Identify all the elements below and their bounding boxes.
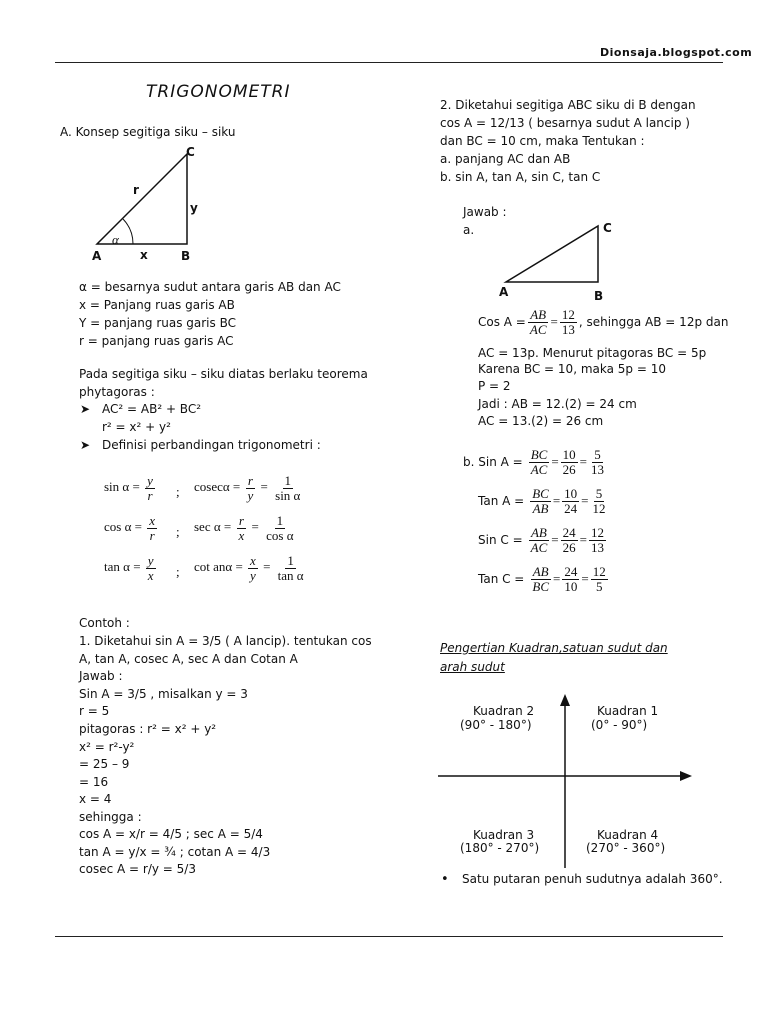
sin-lhs: sin α = xyxy=(104,479,140,495)
contoh-line: sehingga : xyxy=(79,810,142,824)
contoh-line: x = 4 xyxy=(79,792,112,806)
footer-rule xyxy=(55,936,723,937)
cosec-eq: = xyxy=(260,479,268,495)
ratio-n2: 24 xyxy=(564,564,578,579)
formula-sep: ; xyxy=(176,484,180,499)
ratio-d3: 13 xyxy=(590,539,604,555)
bullet-arrow-icon: ➤ xyxy=(80,402,91,416)
bullet-definition: Definisi perbandingan trigonometri : xyxy=(102,438,321,452)
formula-sin xyxy=(104,474,157,502)
quadrant-1-name: Kuadran 1 xyxy=(597,704,659,718)
tan-den: x xyxy=(147,567,154,583)
ratio-row-tan-a: Tan A = $\frac{BC}{AB}$ = $\frac{10}{24}$ = $\frac{5}{12}$ xyxy=(478,486,606,516)
pythagoras-intro-1: Pada segitiga siku – siku diatas berlaku teorema xyxy=(79,367,368,381)
tri1-label-x: x xyxy=(140,248,148,262)
formula-cos xyxy=(104,514,159,542)
page-title: TRIGONOMETRI xyxy=(146,82,291,102)
step-line: AC = 13.(2) = 26 cm xyxy=(478,414,604,428)
problem2-line: 2. Diketahui segitiga ABC siku di B dengan xyxy=(440,98,696,112)
full-rotation-note: Satu putaran penuh sudutnya adalah 360°. xyxy=(462,872,723,886)
ratio-d3: 12 xyxy=(592,500,606,516)
cot-num: x xyxy=(250,553,256,568)
ratio-d2: 10 xyxy=(564,578,578,594)
contoh-line: = 16 xyxy=(79,775,109,789)
ratio-n3: 12 xyxy=(590,525,604,540)
ratio-row-sin-c: Sin C = $\frac{AB}{AC}$ = $\frac{24}{26}$ = $\frac{12}{13}$ xyxy=(478,525,604,555)
contoh-line: Jawab : xyxy=(79,669,123,683)
cot-den: y xyxy=(250,567,256,583)
ratio-d3: 13 xyxy=(591,461,605,477)
problem2-line: a. panjang AC dan AB xyxy=(440,152,571,166)
cos-a-den: AC xyxy=(529,321,547,337)
bullet-arrow-icon: ➤ xyxy=(80,438,91,452)
ratio-n1: AB xyxy=(532,564,549,579)
sec-num2: 1 xyxy=(276,513,284,528)
quadrant-3-range: (180° - 270°) xyxy=(460,841,540,855)
header-rule xyxy=(55,62,723,63)
quadrant-4-name: Kuadran 4 xyxy=(597,828,659,842)
tan-lhs: tan α = xyxy=(104,559,141,575)
pythagoras-intro-2: phytagoras : xyxy=(79,385,155,399)
problem2-line: b. sin A, tan A, sin C, tan C xyxy=(440,170,601,184)
ratio-lhs: Sin C = xyxy=(478,533,523,548)
step-line: P = 2 xyxy=(478,379,511,393)
ratio-n3: 12 xyxy=(592,564,606,579)
contoh-line: Sin A = 3/5 , misalkan y = 3 xyxy=(79,687,248,701)
bullet-pythagoras: AC² = AB² + BC² xyxy=(102,402,202,416)
jawab-label: Jawab : xyxy=(463,205,507,219)
contoh-line: = 25 – 9 xyxy=(79,757,130,771)
ratio-row-tan-c: Tan C = $\frac{AB}{BC}$ = $\frac{24}{10}$ = $\frac{12}{5}$ xyxy=(478,564,606,594)
cos-a-rest: , sehingga AB = 12p dan xyxy=(578,315,729,330)
formula-cosec xyxy=(194,474,304,502)
tri1-label-a: A xyxy=(92,249,102,263)
ratio-n3: 5 xyxy=(595,486,603,501)
site-header: Dionsaja.blogspot.com xyxy=(600,46,753,59)
sin-num: y xyxy=(147,473,153,488)
cos-lhs: cos α = xyxy=(104,519,142,535)
answer-a-label: a. xyxy=(463,223,475,237)
kuadran-heading-2: arah sudut xyxy=(440,660,505,674)
sec-eq: = xyxy=(251,519,259,535)
contoh-heading: Contoh : xyxy=(79,616,130,630)
ratio-d2: 26 xyxy=(562,461,576,477)
ratio-n3: 5 xyxy=(594,447,601,462)
contoh-line: pitagoras : r² = x² + y² xyxy=(79,722,217,736)
cos-den: r xyxy=(149,527,155,543)
ratio-n2: 10 xyxy=(564,486,578,501)
quadrant-3-name: Kuadran 3 xyxy=(473,828,535,842)
cosec-num: r xyxy=(247,473,253,488)
quadrant-4-range: (270° - 360°) xyxy=(586,841,666,855)
cosec-num2: 1 xyxy=(284,473,291,488)
ratio-d2: 24 xyxy=(564,500,578,516)
ratio-lhs: Tan A = xyxy=(478,494,525,509)
formula-cotan xyxy=(194,554,308,582)
cot-num2: 1 xyxy=(287,553,294,568)
ratio-n1: BC xyxy=(532,486,549,501)
problem2-line: cos A = 12/13 ( besarnya sudut A lancip ) xyxy=(440,116,690,130)
sec-den2: cos α xyxy=(266,527,294,543)
contoh-line: 1. Diketahui sin A = 3/5 ( A lancip). tentukan cos xyxy=(79,634,372,648)
sec-lhs: sec α = xyxy=(194,519,232,535)
step-line: AC = 13p. Menurut pitagoras BC = 5p xyxy=(478,346,707,360)
ratio-lhs: b. Sin A = xyxy=(463,455,523,470)
cosec-den: y xyxy=(247,487,254,503)
tri1-label-alpha: α xyxy=(112,232,119,247)
ratio-n1: AB xyxy=(530,525,547,540)
ratio-d1: AC xyxy=(530,539,548,555)
tri2-label-a: A xyxy=(499,285,509,299)
step-line: Karena BC = 10, maka 5p = 10 xyxy=(478,362,666,376)
ratio-d1: AC xyxy=(530,461,548,477)
tri1-label-r: r xyxy=(133,183,139,197)
tri2-label-c: C xyxy=(603,221,612,235)
section-a-heading: A. Konsep segitiga siku – siku xyxy=(60,125,236,139)
bullet-pythagoras-r: r² = x² + y² xyxy=(102,420,171,434)
tri2-label-b: B xyxy=(594,289,604,303)
ratio-d1: AB xyxy=(532,500,549,516)
cosec-den2: sin α xyxy=(275,487,301,503)
ratio-lhs: Tan C = xyxy=(478,572,525,587)
sin-den: r xyxy=(147,487,153,503)
tri1-label-c: C xyxy=(186,145,195,159)
cos-a-num: AB xyxy=(530,307,547,322)
ratio-d2: 26 xyxy=(562,539,576,555)
sec-num: r xyxy=(238,513,244,528)
tri1-label-b: B xyxy=(181,249,191,263)
problem2-line: dan BC = 10 cm, maka Tentukan : xyxy=(440,134,645,148)
definition-r: r = panjang ruas garis AC xyxy=(79,334,234,348)
cos-a-den2: 13 xyxy=(561,321,575,337)
ratio-n2: 24 xyxy=(562,525,576,540)
ratio-row-sin-a: b. Sin A = $\frac{BC}{AC}$ = $\frac{10}{26}$ = $\frac{5}{13}$ xyxy=(463,447,605,477)
tan-num: y xyxy=(147,553,154,568)
cos-a-num2: 12 xyxy=(561,307,575,322)
cot-den2: tan α xyxy=(277,567,304,583)
cos-a-formula: Cos A = $\frac{AB}{AC}$ = $\frac{12}{13}$ , sehingga AB = 12p dan xyxy=(478,307,729,337)
ratio-d3: 5 xyxy=(595,578,603,594)
contoh-line: r = 5 xyxy=(79,704,110,718)
cosec-lhs: cosecα = xyxy=(194,479,241,495)
sec-den: x xyxy=(238,527,245,543)
ratio-n1: BC xyxy=(530,447,548,462)
ratio-n2: 10 xyxy=(562,447,576,462)
formula-sec xyxy=(194,514,298,542)
ratio-d1: BC xyxy=(532,578,549,594)
contoh-line: tan A = y/x = ¾ ; cotan A = 4/3 xyxy=(79,845,271,859)
formula-sep: ; xyxy=(176,524,180,539)
cos-num: x xyxy=(149,513,156,528)
quadrant-2-range: (90° - 180°) xyxy=(460,718,532,732)
step-line: Jadi : AB = 12.(2) = 24 cm xyxy=(478,397,637,411)
contoh-line: x² = r²-y² xyxy=(79,740,135,754)
definition-x: x = Panjang ruas garis AB xyxy=(79,298,235,312)
formula-tan xyxy=(104,554,158,582)
cot-lhs: cot anα = xyxy=(194,559,243,575)
quadrant-2-name: Kuadran 2 xyxy=(473,704,535,718)
formula-sep: ; xyxy=(176,564,180,579)
contoh-line: cosec A = r/y = 5/3 xyxy=(79,862,196,876)
kuadran-heading-1: Pengertian Kuadran,satuan sudut dan xyxy=(440,641,668,655)
contoh-line: A, tan A, cosec A, sec A dan Cotan A xyxy=(79,652,298,666)
triangle-abc-diagram xyxy=(500,220,610,290)
tri1-label-y: y xyxy=(190,201,198,215)
cot-eq: = xyxy=(263,559,271,575)
definition-y: Y = panjang ruas garis BC xyxy=(79,316,236,330)
contoh-line: cos A = x/r = 4/5 ; sec A = 5/4 xyxy=(79,827,263,841)
bullet-dot-icon: • xyxy=(441,872,449,887)
definition-alpha: α = besarnya sudut antara garis AB dan AC xyxy=(79,280,341,294)
cos-a-lhs: Cos A = xyxy=(478,315,526,330)
quadrant-1-range: (0° - 90°) xyxy=(591,718,648,732)
